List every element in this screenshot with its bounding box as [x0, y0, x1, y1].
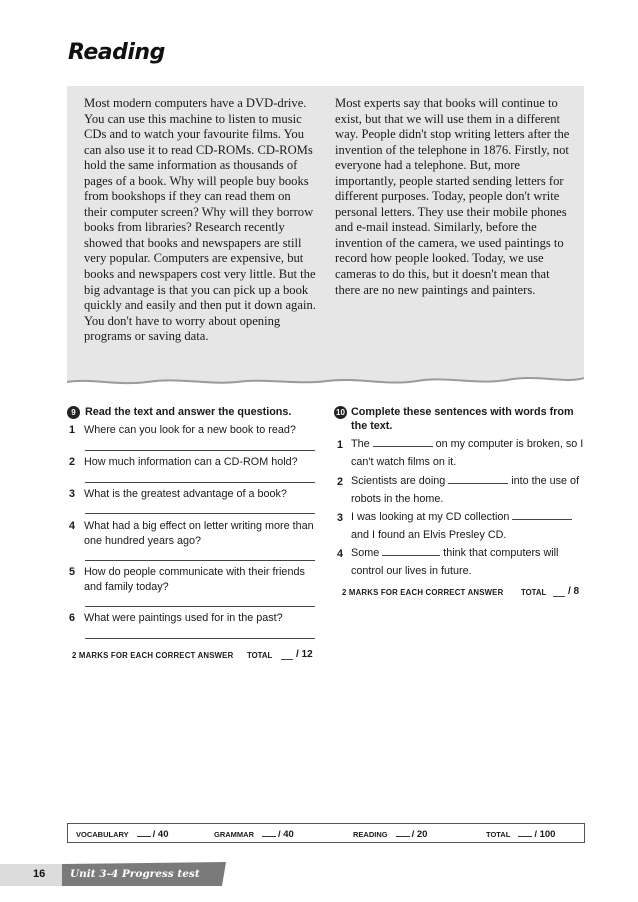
exercise-10-marks-note: 2 MARKS FOR EACH CORRECT ANSWER	[342, 588, 504, 597]
sentence-number: 3	[337, 512, 344, 524]
sentence-continuation: robots in the home.	[351, 493, 444, 505]
sentence-part: into the use of	[511, 475, 580, 487]
vocabulary-blank[interactable]	[137, 836, 151, 837]
question-text: What had a big effect on letter writing more than one hundred years ago?	[84, 520, 314, 547]
answer-line[interactable]	[85, 513, 315, 514]
answer-line[interactable]	[85, 560, 315, 561]
sentence-continuation: can't watch films on it.	[351, 456, 457, 468]
reading-text-box	[67, 86, 584, 386]
reading-label: READING	[353, 830, 388, 839]
answer-line[interactable]	[85, 638, 315, 639]
question-text: What is the greatest advantage of a book?	[84, 488, 287, 500]
sentence-number: 1	[337, 439, 344, 451]
exercise-10-instruction: Complete these sentences with words from the text.	[351, 406, 574, 432]
reading-column-left: Most modern computers have a DVD-drive. You can use this machine to listen to music CDs and to watch your favourite films. You can also use it to read CD-ROMs. CD-ROMs hold the same information as thousands of pages of a book. Why will people buy books from bookshops if they can read them on their computer screen? Why will they borrow books from libraries? Research recently showed that books and newspapers are still very popular. Computers are expensive, but books and newspapers cost very little. But the big advantage is that you can pick up a book quickly and easily and then put it down again. You don't have to worry about opening programs or saving data.	[84, 96, 316, 344]
gap-blank[interactable]	[512, 518, 572, 520]
exercise-10-score: / 8	[568, 586, 580, 597]
sentence-line	[351, 438, 583, 450]
question-number: 6	[69, 612, 76, 624]
grammar-max: / 40	[278, 829, 294, 840]
reading-max: / 20	[411, 829, 428, 840]
exercise-9-marks-note: 2 MARKS FOR EACH CORRECT ANSWER	[72, 651, 234, 660]
sentence-line	[351, 547, 558, 559]
grammar-blank[interactable]	[262, 836, 276, 837]
unit-label: Unit 3-4 Progress test	[70, 868, 200, 880]
question-number: 1	[69, 424, 76, 436]
sentence-part: on my computer is broken, so I	[435, 438, 584, 450]
sentence-continuation: control our lives in future.	[351, 565, 472, 577]
reading-blank[interactable]	[396, 836, 410, 837]
question-text: Where can you look for a new book to read?	[84, 424, 296, 436]
question-number: 2	[69, 456, 76, 468]
question-text: How much information can a CD-ROM hold?	[84, 456, 298, 468]
sentence-part: I was looking at my CD collection	[351, 511, 510, 523]
vocabulary-score	[76, 829, 169, 840]
total-score	[486, 829, 555, 840]
sentence-part: think that computers will	[443, 547, 559, 559]
gap-blank[interactable]	[373, 445, 433, 447]
answer-line[interactable]	[85, 450, 315, 451]
question-text: How do people communicate with their friends and family today?	[84, 566, 305, 593]
answer-line[interactable]	[85, 606, 315, 607]
page-number: 16	[33, 868, 46, 880]
page-title: Reading	[68, 40, 165, 65]
question-number: 5	[69, 566, 76, 578]
gap-blank[interactable]	[448, 482, 508, 484]
reading-column-right: Most experts say that books will continue to exist, but that we will use them in a different way. People didn't stop writing letters after the invention of the telephone in 1876. Firstly, not everyone had a telephone. But, more importantly, people started sending letters for different purposes. Today, people don't write personal letters. They use their mobile phones and e-mail instead. Similarly, before the invention of the camera, we used paintings to record how people looked. Today, we use cameras to do this, but it doesn't mean that there are no new paintings and painters.	[335, 96, 570, 297]
exercise-9-total-label: TOTAL	[247, 651, 273, 660]
sentence-line	[351, 511, 572, 523]
total-max: / 100	[534, 829, 556, 840]
exercise-9-score: / 12	[296, 649, 313, 660]
question-number: 3	[69, 488, 76, 500]
sentence-continuation: and I found an Elvis Presley CD.	[351, 529, 507, 541]
vocabulary-label: VOCABULARY	[76, 830, 129, 839]
sentence-line	[351, 475, 579, 487]
exercise-10-total-label: TOTAL	[521, 588, 547, 597]
grammar-score	[214, 829, 294, 840]
sentence-part: Some	[351, 547, 380, 559]
vocabulary-max: / 40	[152, 829, 169, 840]
sentence-number: 4	[337, 548, 344, 560]
total-label: TOTAL	[486, 830, 511, 839]
exercise-10-badge: 10	[334, 406, 347, 419]
question-number: 4	[69, 520, 76, 532]
exercise-9-instruction: Read the text and answer the questions.	[85, 406, 292, 418]
answer-line[interactable]	[85, 482, 315, 483]
exercise-10-score-blank[interactable]	[553, 596, 565, 597]
sentence-part: The	[351, 438, 370, 450]
exercise-9-badge: 9	[67, 406, 80, 419]
total-blank[interactable]	[518, 836, 532, 837]
score-summary-bar	[67, 823, 585, 843]
exercise-9-score-blank[interactable]	[281, 659, 293, 660]
sentence-number: 2	[337, 476, 344, 488]
reading-score	[353, 829, 427, 840]
grammar-label: GRAMMAR	[214, 830, 254, 839]
sentence-part: Scientists are doing	[351, 475, 446, 487]
question-text: What were paintings used for in the past?	[84, 612, 283, 624]
gap-blank[interactable]	[382, 554, 440, 556]
